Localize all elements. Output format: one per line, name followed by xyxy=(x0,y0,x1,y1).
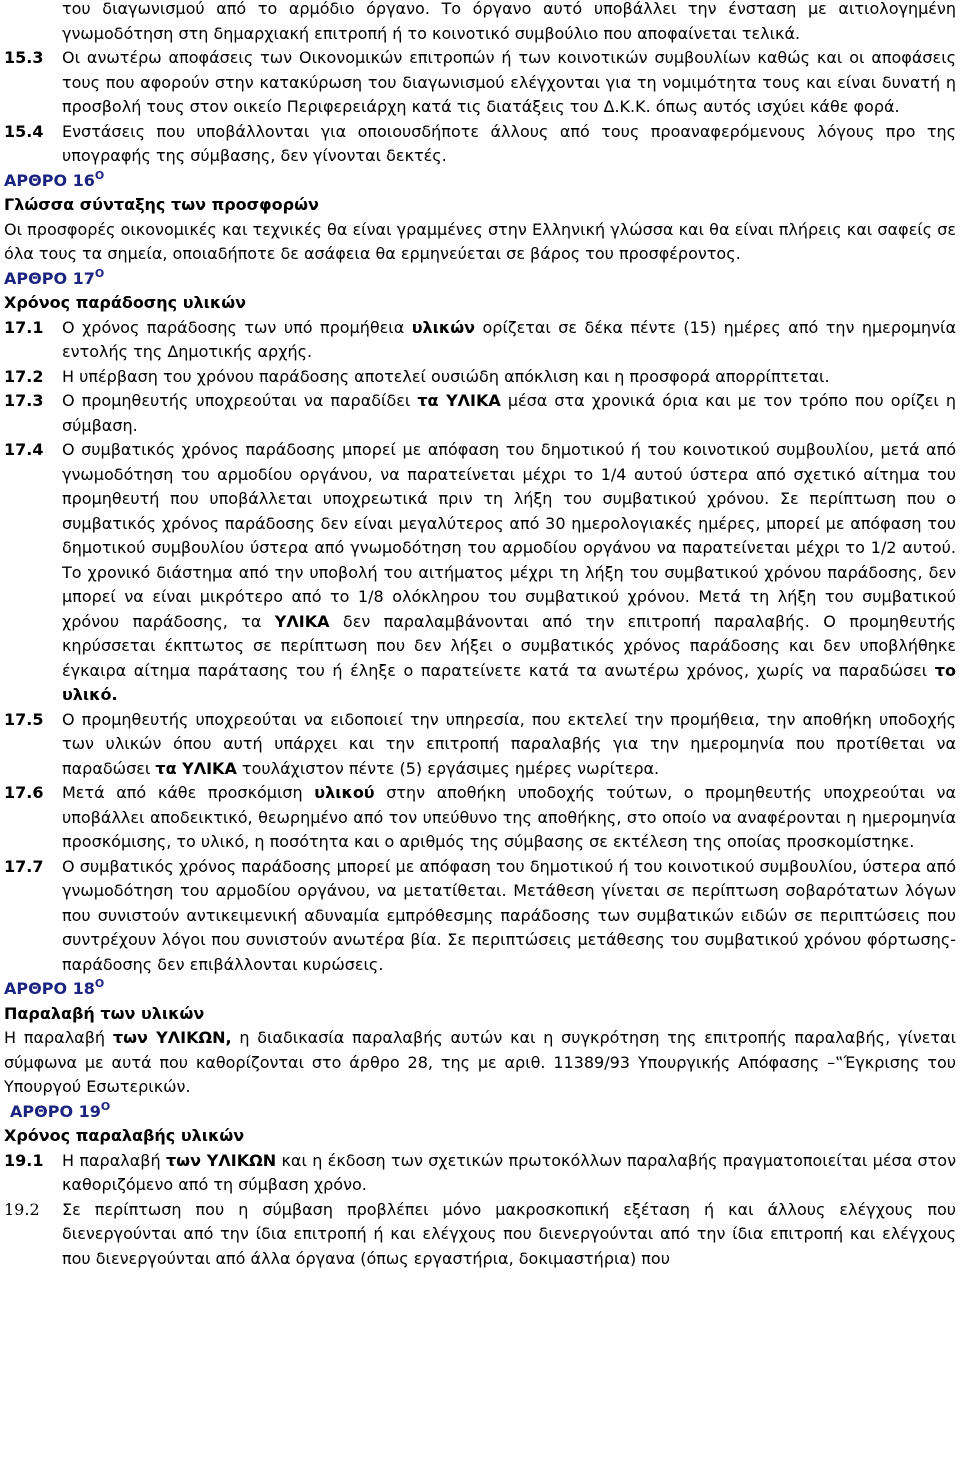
article-18-heading: ΑΡΘΡΟ $18^O$ xyxy=(4,977,105,998)
clause-text: Ενστάσεις που υποβάλλονται για οποιουσδήποτε άλλους από τους προαναφερόμενους λόγους προ της υπογραφής της σύμβασης, δεν γίνονται δεκτές. xyxy=(62,121,956,165)
clause-number: 17.4 xyxy=(4,440,44,459)
clause-17-6: 17.6 Μετά από κάθε προσκόμιση υλικού στην αποθήκη υποδοχής τούτων, ο προμηθευτής υποχρεούται να υποβάλλει αποδεικτικό, θεωρημένο από τον υπεύθυνο της αποθήκης, στο οποίο να αναφέρονται η ημερομηνία προσκόμισης, το υλικό, η ποσότητα και ο αριθμός της σύμβασης σε εκτέλεση της οποίας προσκομίστηκε. xyxy=(4,783,956,851)
article-17-title: Χρόνος παράδοσης υλικών xyxy=(4,293,247,312)
clause-number: 17.5 xyxy=(4,709,44,729)
clause-17-3: 17.3 Ο προμηθευτής υποχρεούται να παραδίδει τα ΥΛΙΚΑ μέσα στα χρονικά όρια και με τον τρόπο που ορίζει η σύμβαση. xyxy=(4,391,956,435)
clause-19-1: 19.1 Η παραλαβή των ΥΛΙΚΩΝ και η έκδοση των σχετικών πρωτοκόλλων παραλαβής πραγματοποιείται μέσα στον καθοριζόμενο από τη σύμβαση χρόνο. xyxy=(4,1150,957,1194)
clause-number: 17.1 xyxy=(4,317,44,337)
clause-17-4: 17.4 Ο συμβατικός χρόνος παράδοσης μπορεί με απόφαση του δημοτικού ή του κοινοτικού συμβουλίου, μετά από γνωμοδότηση του αρμοδίου οργάνου, να παρατείνεται μέχρι το 1/4 αυτού ύστερα από σχετικό αίτημα του προμηθευτή που υποβάλλεται υποχρεωτικά πριν τη λήξη του συμβατικού χρόνου. Σε περίπτωση που ο συμβατικός χρόνος παράδοσης δεν είναι μεγαλύτερος από 30 ημερολογιακές ημέρες, μπορεί με απόφαση του δημοτικού συμβουλίου ύστερα από γνωμοδότηση του αρμοδίου οργάνου να παρατείνεται μέχρι το 1/2 αυτού. Το χρονικό διάστημα από την υποβολή του αιτήματος μέχρι τη λήξη του συμβατικού χρόνου παράδοσης, δεν μπορεί να είναι μικρότερο από το 1/8 ολόκληρου του συμβατικού χρόνου. Μετά τη λήξη του συμβατικού χρόνου παράδοσης, τα ΥΛΙΚΑ δεν παραλαμβάνονται από την επιτροπή παραλαβής. Ο προμηθευτής κηρύσσεται έκπτωτος σε περίπτωση που δεν λήξει ο συμβατικός χρόνος παράδοσης και δεν υποβλήθηκε έγκαιρα αίτημα παράτασης του ή έληξε ο παρατείνετε κατά τα ανωτέρω χρόνος, χωρίς να παραδώσει το υλικό. xyxy=(4,440,957,704)
clause-number: 15.3 xyxy=(4,48,44,67)
clause-15-4 xyxy=(4,120,956,169)
clause-number: 19.1 xyxy=(4,1150,44,1170)
clause-text: Οι ανωτέρω αποφάσεις των Οικονομικών επιτροπών ή των κοινοτικών συμβουλίων καθώς και οι αποφάσεις τους που αφορούν στην κατακύρωση του διαγωνισμού ελέγχονται για τη νομιμότητα τους και είναι δυνατή η προσβολή τους στον οικείο Περιφερειάρχη κατά τις διατάξεις του Δ.Κ.Κ. όπως αυτός ισχύει κάθε φορά. xyxy=(62,48,956,116)
clause-17-7: 17.7 Ο συμβατικός χρόνος παράδοσης μπορεί με απόφαση του δημοτικού ή του κοινοτικού συμβουλίου, ύστερα από γνωμοδότηση του αρμοδίου οργάνου, να μετατίθεται. Μετάθεση γίνεται σε περίπτωση σοβαρότατων λόγων που συνιστούν αντικειμενική αδυναμία εμπρόθεσμης παράδοσης των συμβατικών ειδών σε περιπτώσεις που συντρέχουν λόγοι που συνιστούν ανωτέρα βία. Σε περιπτώσεις μετάθεσης του συμβατικού χρόνου φόρτωσης-παράδοσης δεν επιβάλλονται κυρώσεις. xyxy=(4,856,956,974)
article-17-heading: ΑΡΘΡΟ $17^O$ xyxy=(4,266,105,288)
clause-15-3 xyxy=(4,46,956,120)
clause-number: 15.4 xyxy=(4,121,44,141)
clause-19-2: 19.2 Σε περίπτωση που η σύμβαση προβλέπει μόνο μακροσκοπική εξέταση ή και άλλους ελέγχους που διενεργούνται από την ίδια επιτροπή ή και ελέγχους που διενεργούνται από την ίδια επιτροπή και ελέγχους που διενεργούνται από άλλα όργανα (όπως εργαστήρια, δοκιμαστήρια) που xyxy=(4,1199,956,1268)
article-18-text: Η παραλαβή των ΥΛΙΚΩΝ, η διαδικασία παραλαβής αυτών και η συγκρότηση της επιτροπής παραλαβής, γίνεται σύμφωνα με αυτά που καθορίζονται στο άρθρο 28, της με αριθ. 11389/93 Υπουργικής Απόφασης –‟Έγκρισης του Υπουργού Εσωτερικών. xyxy=(4,1028,957,1096)
article-19-title: Χρόνος παραλαβής υλικών xyxy=(4,1126,245,1145)
clause-number: 19.2 xyxy=(4,1199,40,1219)
clause-number: 17.7 xyxy=(4,856,44,876)
clause-number: 17.6 xyxy=(4,783,44,802)
article-18-title: Παραλαβή των υλικών xyxy=(4,1003,205,1023)
clause-17-5: 17.5 Ο προμηθευτής υποχρεούται να ειδοποιεί την υπηρεσία, που εκτελεί την προμήθεια, την αποθήκη υποδοχής των υλικών όπου αυτή υπάρχει και την επιτροπή παραλαβής για την ημερομηνία που προτίθεται να παραδώσει τα ΥΛΙΚΑ τουλάχιστον πέντε (5) εργάσιμες ημέρες νωρίτερα. xyxy=(4,709,956,778)
clause-17-1: 17.1 Ο χρόνος παράδοσης των υπό προμήθεια υλικών ορίζεται σε δέκα πέντε (15) ημέρες από την ημερομηνία εντολής της Δημοτικής αρχής. xyxy=(4,317,956,361)
article-19-heading: ΑΡΘΡΟ $19^O$ xyxy=(10,1099,111,1121)
clause-number: 17.3 xyxy=(4,391,44,410)
clause-17-2: 17.2 Η υπέρβαση του χρόνου παράδοσης αποτελεί ουσιώδη απόκλιση και η προσφορά απορρίπτεται. xyxy=(4,365,956,390)
article-16-title: Γλώσσα σύνταξης των προσφορών xyxy=(4,195,319,214)
article-16-heading: ΑΡΘΡΟ $16^O$ xyxy=(4,168,105,190)
clause-number: 17.2 xyxy=(4,366,44,386)
article-16-text: Οι προσφορές οικονομικές και τεχνικές θα είναι γραμμένες στην Ελληνική γλώσσα και θα είναι πλήρεις και σαφείς σε όλα τους τα σημεία, οποιαδήποτε δε ασάφεια θα ερμηνεύεται σε βάρος του προσφέροντος. xyxy=(4,219,956,263)
paragraph-continuation: του διαγωνισμού από το αρμόδιο όργανο. Το όργανο αυτό υποβάλλει την ένσταση με αιτιολογημένη γνωμοδότηση στη δημαρχιακή επιτροπή ή το κοινοτικό συμβούλιο που αποφαίνεται τελικά. xyxy=(62,0,956,43)
document-page xyxy=(4,0,956,1271)
